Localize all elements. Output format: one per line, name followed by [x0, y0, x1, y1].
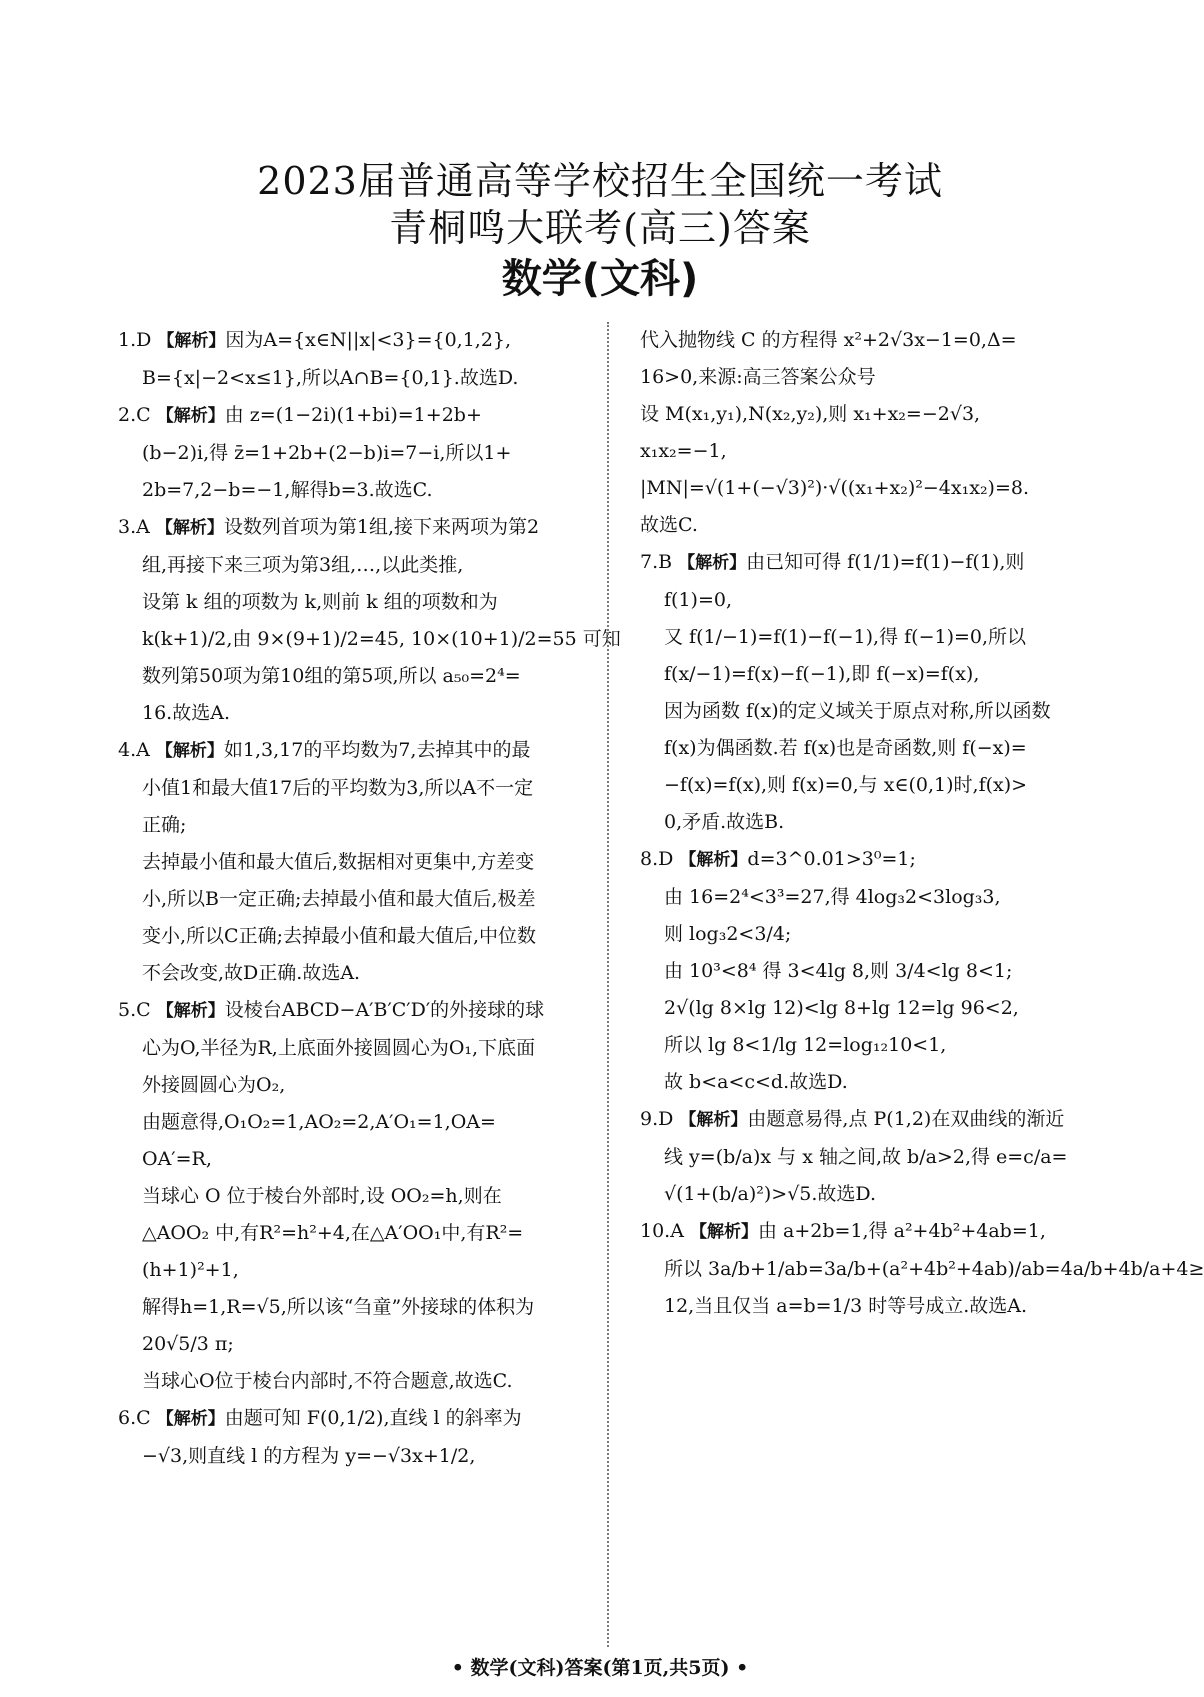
- solution-text: 又 f(1/−1)=f(1)−f(−1),得 f(−1)=0,所以: [664, 626, 1027, 648]
- solution-line: [640, 582, 1100, 619]
- answer-number: 1.D: [118, 329, 152, 351]
- solution-text: 由 a+2b=1,得 a²+4b²+4ab=1,: [757, 1220, 1046, 1242]
- solution-line: [640, 1139, 1100, 1176]
- solution-item: [118, 397, 588, 509]
- solution-text: 因为A={x∈N||x|<3}={0,1,2},: [225, 329, 512, 351]
- answer-number: 9.D: [640, 1108, 674, 1130]
- solution-line: [118, 547, 588, 584]
- solution-text: 由 10³<8⁴ 得 3<4lg 8,则 3/4<lg 8<1;: [664, 960, 1013, 982]
- solution-line: [118, 509, 588, 547]
- solution-line: [118, 322, 588, 360]
- solution-line: [640, 433, 1100, 470]
- answer-number: 7.B: [640, 551, 673, 573]
- solution-text: 组,再接下来三项为第3组,…,以此类推,: [142, 554, 464, 576]
- solution-line: [640, 879, 1100, 916]
- solution-line: [118, 1400, 588, 1438]
- solution-line: [118, 955, 588, 992]
- solution-text: 2√(lg 8×lg 12)<lg 8+lg 12=lg 96<2,: [664, 997, 1019, 1019]
- solution-line: [640, 1288, 1100, 1325]
- solution-line: [640, 507, 1100, 544]
- solution-line: [640, 990, 1100, 1027]
- solution-text: 由题可知 F(0,1/2),直线 l 的斜率为: [224, 1407, 522, 1429]
- solution-line: [640, 841, 1100, 879]
- solution-text: f(x/−1)=f(x)−f(−1),即 f(−x)=f(x),: [664, 663, 980, 685]
- solution-line: [118, 1252, 588, 1289]
- solution-line: [118, 1067, 588, 1104]
- solution-text: 16.故选A.: [142, 702, 230, 724]
- title-line2: 青桐鸣大联考(高三)答案: [389, 206, 811, 250]
- column-divider: [607, 322, 609, 1647]
- analysis-tag: 【解析】: [156, 1409, 225, 1429]
- solution-line: [640, 1251, 1204, 1288]
- solution-text: 2b=7,2−b=−1,解得b=3.故选C.: [142, 479, 433, 501]
- solution-line: [118, 1030, 588, 1067]
- title-line1: 2023届普通高等学校招生全国统一考试: [257, 159, 943, 203]
- solution-line: [640, 1213, 1100, 1251]
- solution-line: [118, 695, 588, 732]
- solution-line: [118, 1178, 588, 1215]
- solution-text: 所以 3a/b+1/ab=3a/b+(a²+4b²+4ab)/ab=4a/b+4b/a+4≥: [664, 1258, 1204, 1280]
- solution-line: [640, 1027, 1100, 1064]
- solution-line: [118, 360, 588, 397]
- solution-line: [118, 844, 588, 881]
- solution-text: 所以 lg 8<1/lg 12=log₁₂10<1,: [664, 1034, 947, 1056]
- solution-line: [640, 953, 1100, 990]
- solution-line: [640, 396, 1100, 433]
- solution-line: [640, 1101, 1100, 1139]
- solution-line: [118, 658, 588, 695]
- solution-text: 20√5/3 π;: [142, 1333, 234, 1355]
- analysis-tag: 【解析】: [155, 518, 224, 538]
- solution-line: [118, 621, 621, 658]
- solution-item: [640, 1213, 1204, 1325]
- solution-text: 当球心 O 位于棱台外部时,设 OO₂=h,则在: [142, 1185, 502, 1207]
- solution-text: 故选C.: [640, 514, 698, 536]
- analysis-tag: 【解析】: [679, 850, 748, 870]
- solution-line: [118, 1104, 588, 1141]
- solution-text: 则 log₃2<3/4;: [664, 923, 792, 945]
- solution-text: △AOO₂ 中,有R²=h²+4,在△A′OO₁中,有R²=: [142, 1222, 524, 1244]
- solution-text: x₁x₂=−1,: [640, 440, 727, 462]
- analysis-tag: 【解析】: [689, 1222, 758, 1242]
- solution-line: [640, 730, 1100, 767]
- solution-line: [118, 1289, 588, 1326]
- solution-line: [640, 656, 1100, 693]
- solution-text: 解得h=1,R=√5,所以该“刍童”外接球的体积为: [142, 1296, 535, 1318]
- solution-text: 变小,所以C正确;去掉最小值和最大值后,中位数: [142, 925, 537, 947]
- solution-item: [640, 544, 1100, 841]
- solution-line: [118, 435, 588, 472]
- solution-text: 由 16=2⁴<3³=27,得 4log₃2<3log₃3,: [664, 886, 1001, 908]
- solution-line: [118, 992, 588, 1030]
- solution-text: 设第 k 组的项数为 k,则前 k 组的项数和为: [142, 591, 498, 613]
- solution-text: −f(x)=f(x),则 f(x)=0,与 x∈(0,1)时,f(x)>: [664, 774, 1028, 796]
- solution-text: 外接圆圆心为O₂,: [142, 1074, 286, 1096]
- analysis-tag: 【解析】: [156, 1001, 225, 1021]
- answer-number: 5.C: [118, 999, 151, 1021]
- solution-line: [640, 1176, 1100, 1213]
- solution-line: [640, 693, 1100, 730]
- solution-text: 16>0,来源:高三答案公众号: [640, 366, 876, 388]
- solution-text: 数列第50项为第10组的第5项,所以 a₅₀=2⁴=: [142, 665, 521, 687]
- solution-item: [118, 1400, 588, 1475]
- solution-line: [118, 1141, 588, 1178]
- solution-line: [118, 881, 588, 918]
- solution-text: |MN|=√(1+(−√3)²)·√((x₁+x₂)²−4x₁x₂)=8.: [640, 477, 1030, 499]
- solution-line: [640, 322, 1100, 359]
- analysis-tag: 【解析】: [678, 553, 747, 573]
- solution-text: 12,当且仅当 a=b=1/3 时等号成立.故选A.: [664, 1295, 1028, 1317]
- solution-line: [640, 544, 1100, 582]
- answer-number: 3.A: [118, 516, 150, 538]
- solution-line: [118, 770, 588, 807]
- solution-line: [118, 732, 588, 770]
- solution-item: [640, 1101, 1100, 1213]
- solution-text: 不会改变,故D正确.故选A.: [142, 962, 361, 984]
- solution-line: [118, 918, 588, 955]
- solution-text: B={x|−2<x≤1},所以A∩B={0,1}.故选D.: [142, 367, 519, 389]
- solution-line: [118, 1438, 588, 1475]
- answer-number: 2.C: [118, 404, 151, 426]
- solution-text: 如1,3,17的平均数为7,去掉其中的最: [223, 739, 531, 761]
- solution-line: [118, 1363, 588, 1400]
- analysis-tag: 【解析】: [155, 741, 224, 761]
- analysis-tag: 【解析】: [156, 406, 225, 426]
- solution-item: [118, 992, 588, 1400]
- answer-number: 10.A: [640, 1220, 684, 1242]
- solution-text: 线 y=(b/a)x 与 x 轴之间,故 b/a>2,得 e=c/a=: [664, 1146, 1068, 1168]
- solution-line: [118, 1215, 588, 1252]
- solution-line: [118, 584, 588, 621]
- solution-text: 故 b<a<c<d.故选D.: [664, 1071, 848, 1093]
- solution-text: 去掉最小值和最大值后,数据相对更集中,方差变: [142, 851, 535, 873]
- solution-text: (b−2)i,得 z̄=1+2b+(2−b)i=7−i,所以1+: [142, 442, 512, 464]
- solution-item: [118, 509, 621, 732]
- solution-line: [640, 1064, 1100, 1101]
- solution-item: [640, 322, 1100, 544]
- solution-text: 正确;: [142, 814, 187, 836]
- solution-text: 小,所以B一定正确;去掉最小值和最大值后,极差: [142, 888, 536, 910]
- solution-text: f(x)为偶函数.若 f(x)也是奇函数,则 f(−x)=: [664, 737, 1027, 759]
- solution-text: (h+1)²+1,: [142, 1259, 239, 1281]
- solution-text: f(1)=0,: [664, 589, 732, 611]
- solution-line: [640, 767, 1100, 804]
- answer-number: 4.A: [118, 739, 150, 761]
- analysis-tag: 【解析】: [679, 1110, 748, 1130]
- answer-number: 6.C: [118, 1407, 151, 1429]
- left-column: [118, 322, 621, 1475]
- solution-text: 因为函数 f(x)的定义域关于原点对称,所以函数: [664, 700, 1051, 722]
- solution-line: [640, 804, 1100, 841]
- solution-text: 由 z=(1−2i)(1+bi)=1+2b+: [224, 404, 482, 426]
- solution-text: 心为O,半径为R,上底面外接圆圆心为O₁,下底面: [142, 1037, 536, 1059]
- solution-text: 设棱台ABCD−A′B′C′D′的外接球的球: [224, 999, 545, 1021]
- right-column: [640, 322, 1204, 1325]
- page-footer: • 数学(文科)答案(第1页,共5页) •: [451, 1657, 749, 1679]
- solution-line: [640, 916, 1100, 953]
- analysis-tag: 【解析】: [157, 331, 226, 351]
- subject-title: 数学(文科): [501, 256, 699, 302]
- solution-text: 由已知可得 f(1/1)=f(1)−f(1),则: [746, 551, 1025, 573]
- solution-item: [118, 322, 588, 397]
- solution-text: 由题意得,O₁O₂=1,AO₂=2,A′O₁=1,OA=: [142, 1111, 496, 1133]
- solution-item: [640, 841, 1100, 1101]
- solution-line: [640, 619, 1100, 656]
- solution-text: 当球心O位于棱台内部时,不符合题意,故选C.: [142, 1370, 513, 1392]
- solution-text: 0,矛盾.故选B.: [664, 811, 785, 833]
- solution-item: [118, 732, 588, 992]
- solution-text: √(1+(b/a)²)>√5.故选D.: [664, 1183, 877, 1205]
- solution-text: d=3^0.01>3⁰=1;: [747, 848, 916, 870]
- solution-text: 代入抛物线 C 的方程得 x²+2√3x−1=0,Δ=: [640, 329, 1017, 351]
- answer-number: 8.D: [640, 848, 674, 870]
- solution-line: [118, 472, 588, 509]
- solution-text: 设数列首项为第1组,接下来两项为第2: [223, 516, 540, 538]
- solution-line: [118, 807, 588, 844]
- solution-text: OA′=R,: [142, 1148, 212, 1170]
- solution-line: [640, 470, 1100, 507]
- solution-line: [118, 397, 588, 435]
- solution-text: 设 M(x₁,y₁),N(x₂,y₂),则 x₁+x₂=−2√3,: [640, 403, 981, 425]
- solution-text: k(k+1)/2,由 9×(9+1)/2=45, 10×(10+1)/2=55 可知: [142, 628, 621, 650]
- solution-text: 小值1和最大值17后的平均数为3,所以A不一定: [142, 777, 534, 799]
- solution-line: [118, 1326, 588, 1363]
- solution-line: [640, 359, 1100, 396]
- solution-text: −√3,则直线 l 的方程为 y=−√3x+1/2,: [142, 1445, 476, 1467]
- solution-text: 由题意易得,点 P(1,2)在双曲线的渐近: [747, 1108, 1065, 1130]
